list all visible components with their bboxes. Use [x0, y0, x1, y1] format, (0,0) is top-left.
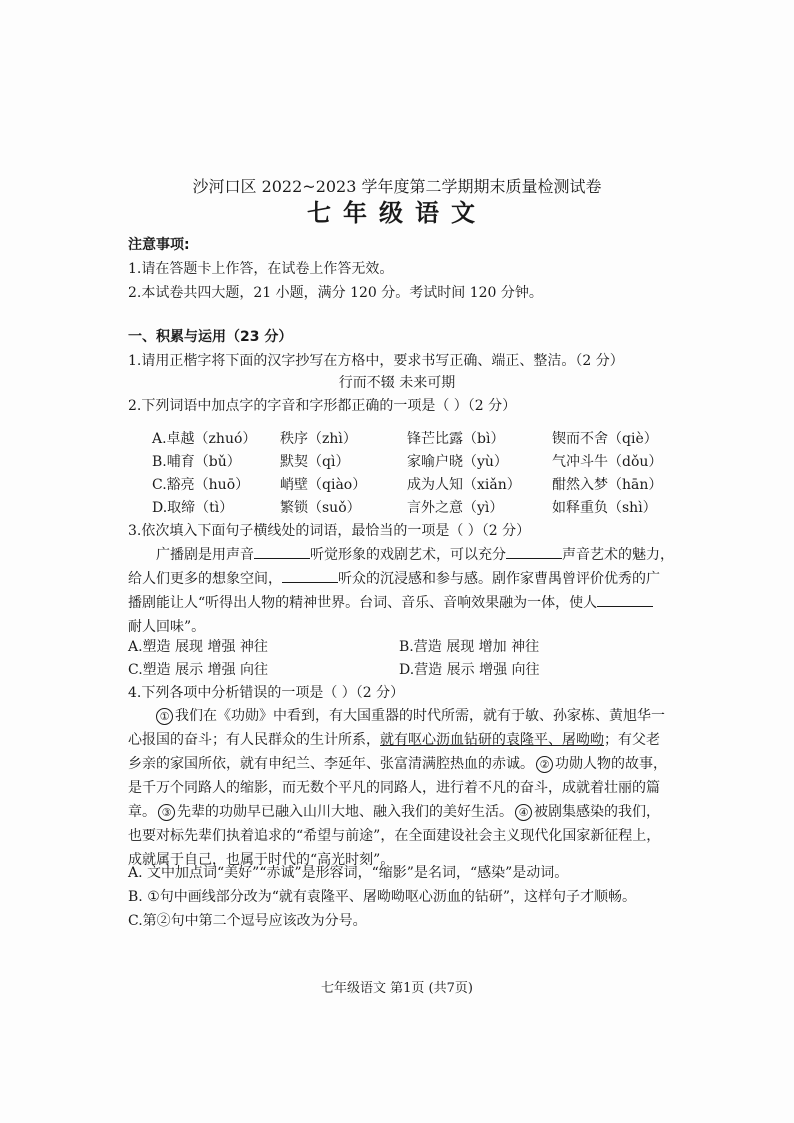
q2-option-a-4: 锲而不舍（qiè） — [552, 431, 658, 447]
exam-title: 沙河口区 2022~2023 学年度第二学期期末质量检测试卷 — [192, 177, 602, 196]
notice-heading: 注意事项: — [128, 237, 190, 253]
fill-blank-2 — [506, 544, 562, 559]
q3-passage-line-4: 耐人回味”。 — [128, 619, 206, 635]
notice-item-1: 1.请在答题卡上作答，在试卷上作答无效。 — [128, 261, 394, 277]
q2-option-c-2: 峭壁（qiào） — [280, 477, 367, 493]
q2-option-d-3: 言外之意（yì） — [407, 500, 504, 516]
q2-option-d-2: 繁锁（suǒ） — [280, 500, 361, 516]
q3-text: 3.依次填入下面句子横线处的词语，最恰当的一项是（ ）（2 分） — [128, 523, 531, 539]
q4-passage-line-4: 是千万个同路人的缩影，而无数个平凡的同路人，进行着不凡的奋斗，成就着壮丽的篇 — [128, 780, 660, 796]
q4-passage-line-7: 成就属于自己，也属于时代的“高光时刻”。 — [128, 852, 395, 868]
q4-option-a: A. 文中加点词“美好”“赤诚”是形容词，“缩影”是名词，“感染”是动词。 — [128, 865, 569, 881]
q3-passage-line-2: 给人们更多的想象空间， 听众的沉浸感和参与感。剧作家曹禺曾评价优秀的广 — [128, 567, 660, 591]
q4-option-c: C.第②句中第二个逗号应该改为分号。 — [128, 913, 367, 929]
fill-blank-3 — [282, 568, 338, 583]
section1-heading: 一、积累与运用（23 分） — [128, 329, 293, 345]
sentence-marker-2: ② — [536, 756, 553, 773]
notice-item-2: 2.本试卷共四大题，21 小题，满分 120 分。考试时间 120 分钟。 — [128, 285, 543, 301]
subject-title: 七年级语文 — [307, 198, 487, 227]
q2-option-c-4: 酣然入梦（hān） — [552, 477, 663, 493]
q2-option-d-1: D.取缔（tì） — [152, 500, 234, 516]
q2-option-d-4: 如释重负（shì） — [552, 500, 657, 516]
q2-option-a-3: 锋芒比露（bì） — [407, 431, 505, 447]
q2-option-a-1: A.卓越（zhuó） — [152, 431, 257, 447]
q3-passage-line-1: 广播剧是用声音 听觉形象的戏剧艺术，可以充分 声音艺术的魅力， — [156, 543, 674, 567]
q1-phrase: 行而不辍 未来可期 — [338, 375, 456, 391]
q4-passage-line-5: 章。 ③ 先辈的功勋早已融入山川大地、融入我们的美好生活。 ④ 被剧集感染的我们， — [128, 804, 660, 820]
q2-option-a-2: 秩序（zhì） — [280, 431, 357, 447]
q4-option-b: B. ①句中画线部分改为“就有袁隆平、屠呦呦呕心沥血的钻研”，这样句子才顺畅。 — [128, 889, 637, 905]
underlined-phrase: 就有呕心沥血钻研的袁隆平、屠呦呦 — [380, 732, 604, 748]
q1-text: 1.请用正楷字将下面的汉字抄写在方格中，要求书写正确、端正、整洁。（2 分） — [128, 353, 624, 369]
q3-option-b: B.营造 展现 增加 神往 — [399, 639, 540, 655]
q2-option-c-3: 成为人知（xiǎn） — [407, 477, 521, 493]
q2-text: 2.下列词语中加点字的字音和字形都正确的一项是（ ）（2 分） — [128, 398, 517, 414]
q2-option-b-2: 默契（qì） — [280, 454, 350, 470]
q3-passage-line-3: 播剧能让人“听得出人物的精神世界。台词、音乐、音响效果融为一体，使人 — [128, 591, 653, 615]
q2-option-c-1: C.豁亮（huō） — [152, 477, 250, 493]
q4-text: 4.下列各项中分析错误的一项是（ ）（2 分） — [128, 685, 405, 701]
q2-option-b-3: 家喻户晓（yù） — [407, 454, 508, 470]
q4-passage-line-2: 心报国的奋斗；有人民群众的生计所系，就有呕心沥血钻研的袁隆平、屠呦呦；有父老 — [128, 732, 660, 748]
q2-option-b-1: B.哺育（bǔ） — [152, 454, 241, 470]
fill-blank-4 — [597, 592, 653, 607]
q4-passage-line-6: 也要对标先辈们执着追求的“希望与前途”，在全面建设社会主义现代化国家新征程上， — [128, 828, 661, 844]
page-footer: 七年级语文 第1页 (共7页) — [321, 981, 473, 996]
q4-passage-line-1: ① 我们在《功勋》中看到，有大国重器的时代所需，就有于敏、孙家栋、黄旭华一 — [154, 704, 665, 728]
q3-option-a: A.塑造 展现 增强 神往 — [128, 639, 268, 655]
sentence-marker-4: ④ — [515, 804, 532, 821]
sentence-marker-1: ① — [156, 708, 173, 725]
q4-passage-line-3: 乡亲的家国所依，就有申纪兰、李延年、张富清满腔热血的赤诚。 ② 功勋人物的故事， — [128, 756, 667, 772]
fill-blank-1 — [254, 544, 310, 559]
q3-option-d: D.营造 展示 增强 向往 — [399, 662, 540, 678]
q2-option-b-4: 气冲斗牛（dǒu） — [552, 454, 663, 470]
q3-option-c: C.塑造 展示 增强 向往 — [128, 662, 269, 678]
sentence-marker-3: ③ — [158, 804, 175, 821]
